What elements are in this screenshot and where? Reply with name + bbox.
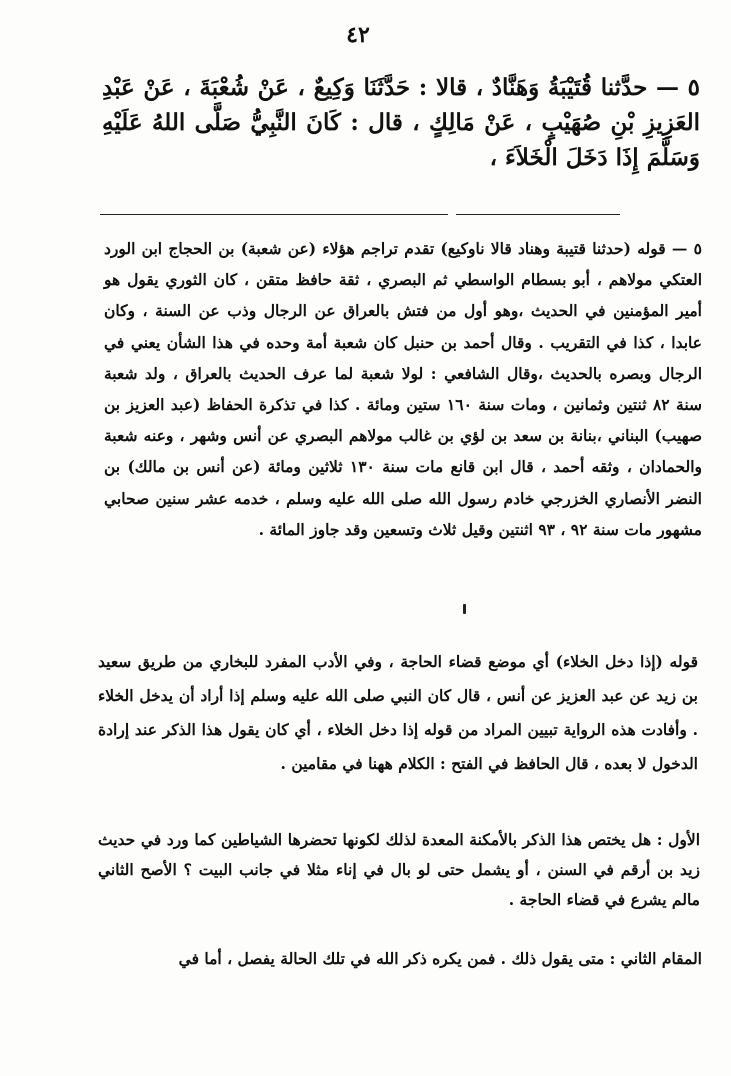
hadith-text: ٥ — حدَّثنا قُتَيْبَةُ وَهَنَّادٌ ، قالا : حَدَّثَنَا وَكِيعٌ ، عَنْ شُعْبَةَ ، عَنْ عَبْدِ العَزِيزِ بْنِ صُهَيْبٍ ، عَنْ مَالِكٍ ، قال : كَانَ النَّبِيُّ صَلَّى اللهُ عَلَيْهِ وَسَلَّمَ إِذَا دَخَلَ الْخَلاَءَ ، <box>102 74 700 171</box>
divider-break <box>448 211 456 217</box>
commentary-paragraph-3: الأول : هل يختص هذا الذكر بالأمكنة المعدة لذلك لكونها تحضرها الشياطين كما ورد في حديث زيد بن أرقم في السنن ، أو يشمل حتى لو بال في إناء مثلا في جانب البيت ؟ الأصح الثاني مالم يشرع في قضاء الحاجة . <box>98 830 700 909</box>
section-divider <box>100 214 620 215</box>
page-number: ٤٢ <box>346 22 370 48</box>
commentary-paragraph-2: قوله (إذا دخل الخلاء) أي موضع قضاء الحاجة ، وفي الأدب المفرد للبخاري من طريق سعيد بن زيد عن عبد العزيز عن أنس ، قال كان النبي صلى الله عليه وسلم إذا أراد أن يدخل الخلاء . وأفادت هذه الرواية تبيين المراد من قوله إذا دخل الخلاء ، أي كان يقول هذا الذكر عند إرادة الدخول لا بعده ، قال الحافظ في الفتح : الكلام ههنا في مقامين . <box>98 652 698 773</box>
commentary-paragraph-1: ٥ — قوله (حدثنا قتيبة وهناد قالا ناوكيع) تقدم تراجم هؤلاء (عن شعبة) بن الحجاج ابن الورد العتكي مولاهم ، أبو بسطام الواسطي ثم البصري ، ثقة حافظ متقن ، كان الثوري يقول هو أمير المؤمنين في الحديث ،وهو أول من فتش بالعراق عن الرجال وذب عن السنة ، وكان عابدا ، كذا في التقريب . وقال أحمد بن حنبل كان شعبة أمة وحده في هذا الشأن يعني في الرجال وبصره بالحديث ،وقال الشافعي : لولا شعبة لما عرف الحديث بالعراق ، ولد شعبة سنة ٨٢ ثنتين وثمانين ، ومات سنة ١٦٠ ستين ومائة . كذا في تذكرة الحفاظ (عبد العزيز بن صهيب) البناني ،بنانة بن سعد بن لؤي بن غالب مولاهم البصري عن أنس وشهر ، وعنه شعبة والحمادان ، وثقه أحمد ، قال ابن قانع مات سنة ١٣٠ ثلاثين ومائة (عن أنس بن مالك) بن النضر الأنصاري الخزرجي خادم رسول الله صلى الله عليه وسلم ، خدمه عشر سنين صحابي مشهور مات سنة ٩٢ ، ٩٣ اثنتين وقيل ثلاث وتسعين وقد جاوز المائة . <box>104 239 703 539</box>
commentary-paragraph-4: المقام الثاني : متى يقول ذلك . فمن يكره ذكر الله في تلك الحالة يفصل ، أما في <box>178 949 702 968</box>
print-speck <box>463 604 466 614</box>
